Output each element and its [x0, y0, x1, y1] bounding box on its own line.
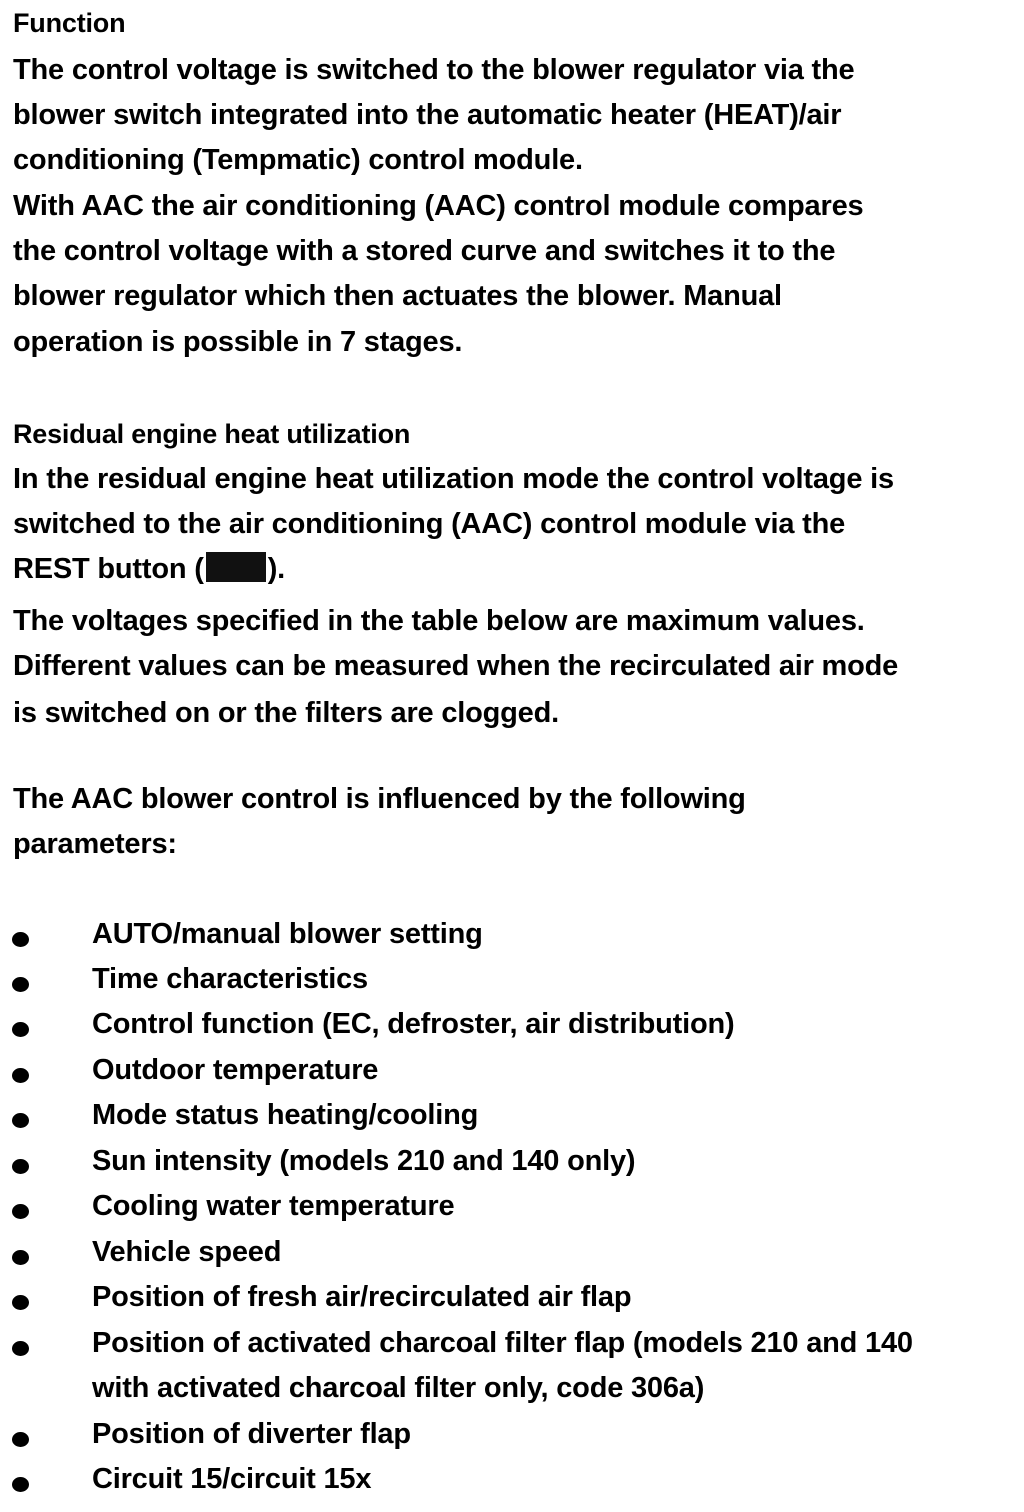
function-text-line: The control voltage is switched to the blower regulator via the — [13, 54, 855, 86]
list-item: Circuit 15/circuit 15x — [92, 1463, 372, 1495]
function-text-line: blower switch integrated into the automatic heater (HEAT)/air — [13, 99, 842, 131]
list-item: Position of activated charcoal filter flap (models 210 and 140 — [92, 1327, 913, 1359]
list-item: Position of diverter flap — [92, 1418, 411, 1450]
function-heading: Function — [13, 8, 126, 38]
rest-line-after: ). — [267, 553, 286, 585]
list-item: Position of fresh air/recirculated air flap — [92, 1281, 632, 1313]
residual-text-line: In the residual engine heat utilization mode the control voltage is — [13, 463, 894, 495]
function-text-line: blower regulator which then actuates the blower. Manual — [13, 280, 782, 312]
parameters-intro-line: The AAC blower control is influenced by the following — [13, 783, 746, 815]
bullet-icon — [12, 1068, 29, 1083]
function-text-line: conditioning (Tempmatic) control module. — [13, 144, 583, 176]
bullet-icon — [12, 1477, 29, 1492]
list-item: Outdoor temperature — [92, 1054, 379, 1086]
function-text-line: the control voltage with a stored curve and switches it to the — [13, 235, 836, 267]
function-text-line: operation is possible in 7 stages. — [13, 326, 463, 358]
voltage-text-line: Different values can be measured when the recirculated air mode — [13, 650, 899, 682]
list-item: Control function (EC, defroster, air distribution) — [92, 1008, 735, 1040]
residual-heading: Residual engine heat utilization — [13, 419, 411, 449]
voltage-text-line: The voltages specified in the table below are maximum values. — [13, 605, 865, 637]
bullet-icon — [12, 1295, 29, 1310]
rest-button-icon — [206, 552, 266, 582]
bullet-icon — [12, 1022, 29, 1037]
bullet-icon — [12, 977, 29, 992]
bullet-icon — [12, 1204, 29, 1219]
list-item-continuation: with activated charcoal filter only, code 306a) — [92, 1372, 705, 1404]
rest-line-before: REST button ( — [13, 553, 204, 585]
residual-text-line: switched to the air conditioning (AAC) control module via the — [13, 508, 846, 540]
bullet-icon — [12, 1113, 29, 1128]
bullet-icon — [12, 1432, 29, 1447]
list-item: Cooling water temperature — [92, 1190, 455, 1222]
bullet-icon — [12, 1250, 29, 1265]
list-item: Vehicle speed — [92, 1236, 282, 1268]
list-item: AUTO/manual blower setting — [92, 918, 483, 950]
bullet-icon — [12, 1159, 29, 1174]
list-item: Sun intensity (models 210 and 140 only) — [92, 1145, 636, 1177]
parameters-intro-line: parameters: — [13, 828, 177, 860]
voltage-text-line: is switched on or the filters are clogged. — [13, 697, 559, 729]
list-item: Time characteristics — [92, 963, 368, 995]
function-text-line: With AAC the air conditioning (AAC) control module compares — [13, 190, 864, 222]
bullet-icon — [12, 1341, 29, 1356]
list-item: Mode status heating/cooling — [92, 1099, 479, 1131]
bullet-icon — [12, 932, 29, 947]
rest-button-line — [13, 552, 285, 586]
